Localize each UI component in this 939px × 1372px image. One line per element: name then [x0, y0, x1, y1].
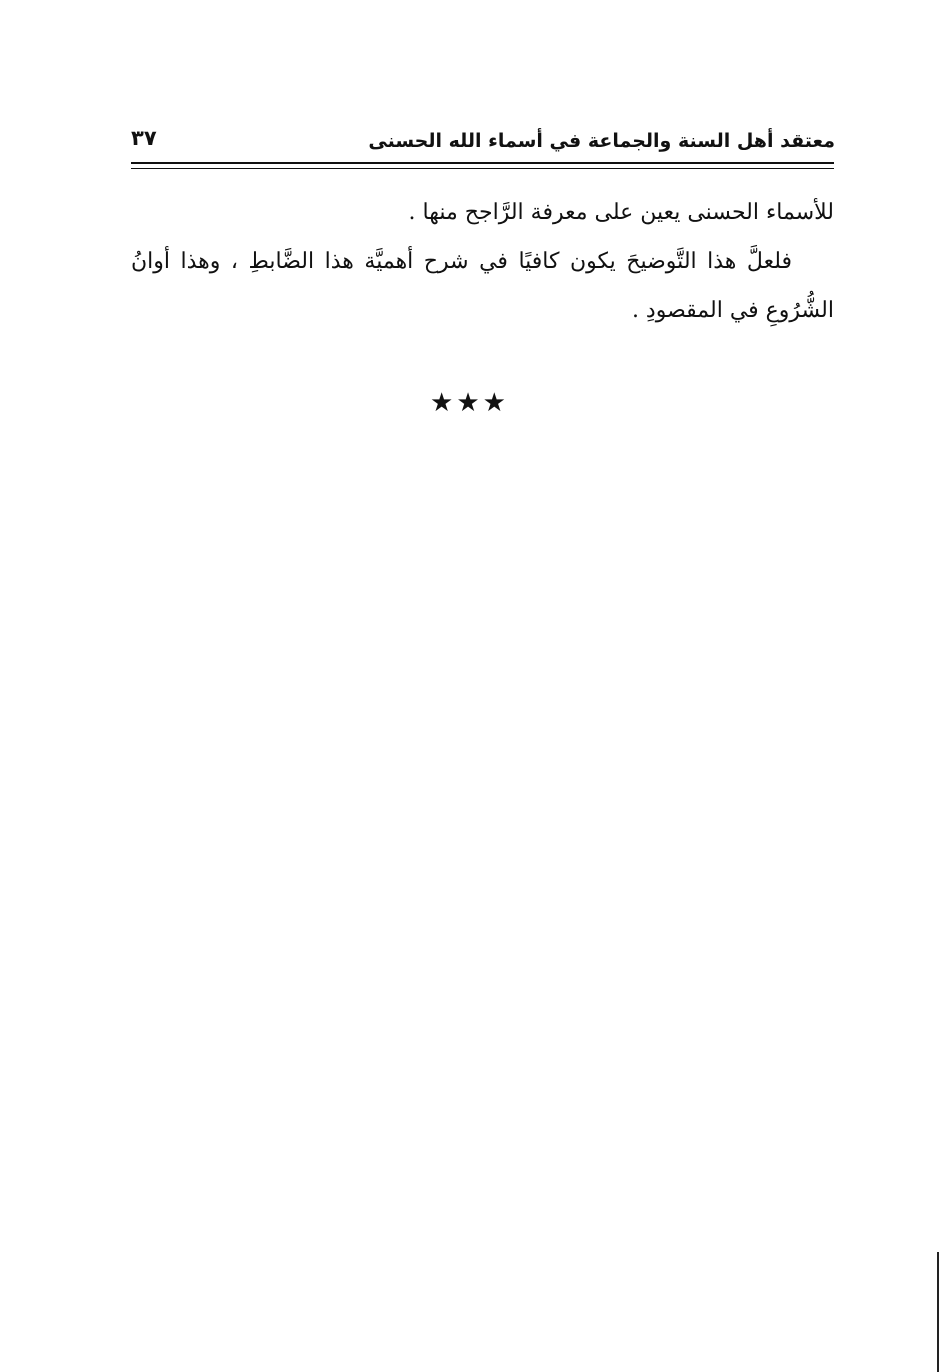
running-title: معتقد أهل السنة والجماعة في أسماء الله الحسنى [368, 130, 835, 152]
body-text [131, 188, 834, 335]
paragraph-1: للأسماء الحسنى يعين على معرفة الرَّاجح منها . [408, 200, 834, 225]
page-number: ٣٧ [131, 126, 157, 150]
section-separator: ★★★ [430, 388, 509, 418]
paragraph-2: فلعلَّ هذا التَّوضيحَ يكون كافيًا في شرح أهميَّة هذا الضَّابطِ ، وهذا أوانُ الشُّرُوعِ في المقصودِ . [131, 249, 834, 323]
header-rule [131, 162, 834, 169]
